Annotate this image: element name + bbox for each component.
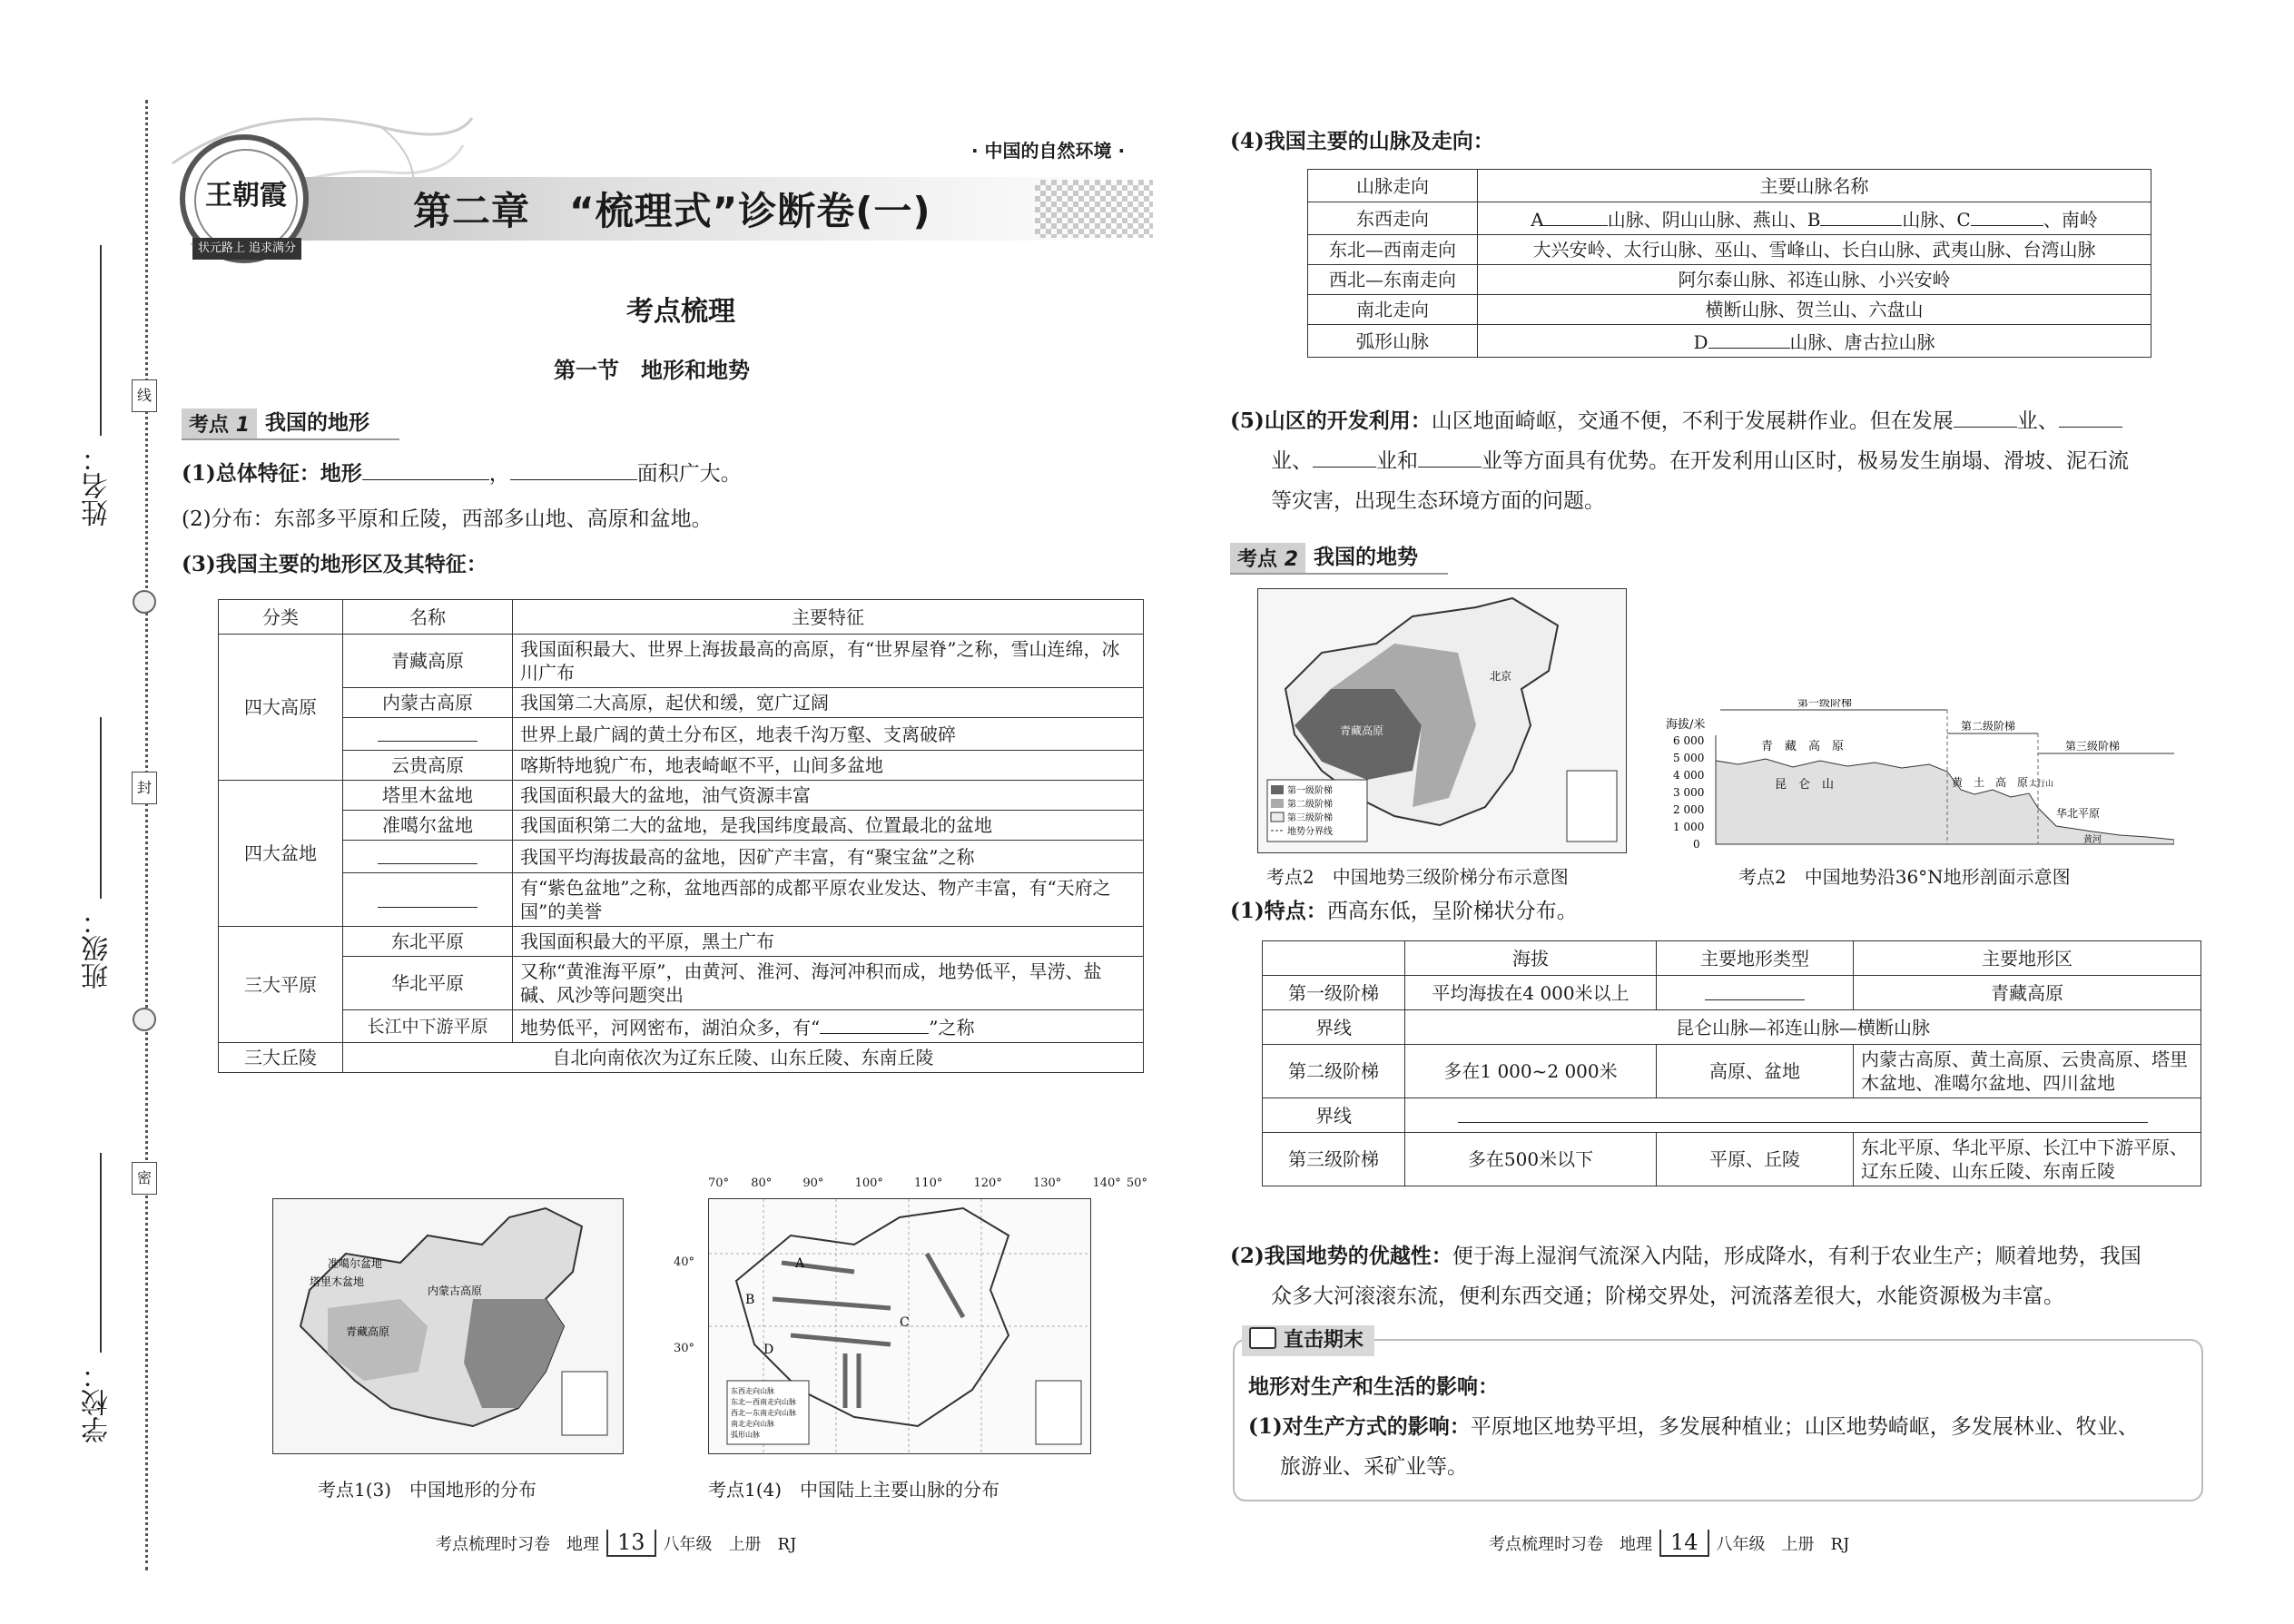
feature-part: ”之称 bbox=[929, 1017, 975, 1038]
logo-ribbon-text: 状元路上 追求满分 bbox=[192, 238, 301, 260]
mt-names: 大兴安岭、太行山脉、巫山、雪峰山、长白山脉、武夷山脉、台湾山脉 bbox=[1478, 235, 2151, 265]
map2-label: B bbox=[745, 1293, 755, 1307]
adv-line-2: 众多大河滚滚东流，便利东西交通；阶梯交界处，河流落差很大，水能资源极为丰富。 bbox=[1271, 1284, 2064, 1308]
class-label: 班级： bbox=[82, 908, 113, 989]
table-row bbox=[1263, 976, 2201, 1010]
p2-line: (2)分布：东部多平原和丘陵，西部多山地、高原和盆地。 bbox=[182, 507, 713, 531]
table-row bbox=[219, 751, 1144, 781]
step-table bbox=[1262, 940, 2201, 1186]
name-cell: 塔里木盆地 bbox=[343, 781, 513, 811]
binding-mark-line: 线 bbox=[132, 379, 157, 412]
profile-step: 第一级阶梯 bbox=[1797, 699, 1853, 709]
feature-part: 地势低平，河网密布，湖泊众多，有“ bbox=[520, 1017, 821, 1038]
kp1-tag-text: 考点 bbox=[189, 414, 230, 437]
map2-caption: 考点1(4) 中国陆上主要山脉的分布 bbox=[708, 1479, 1000, 1501]
step-boundary: 昆仑山脉—祁连山脉—横断山脉 bbox=[1405, 1010, 2201, 1045]
table-row bbox=[1308, 235, 2151, 265]
mt-dir: 东北—西南走向 bbox=[1308, 235, 1478, 265]
exam-tag bbox=[1242, 1325, 1374, 1356]
profile-ytick: 3 000 bbox=[1673, 786, 1705, 799]
exam-title: 地形对生产和生活的影响： bbox=[1248, 1374, 1499, 1399]
binding-dotted-line bbox=[145, 100, 148, 1570]
step-region: 东北平原、华北平原、长江中下游平原、辽东丘陵、山东丘陵、东南丘陵 bbox=[1854, 1133, 2201, 1186]
profile-ytick: 5 000 bbox=[1673, 752, 1705, 764]
cat-hills: 三大丘陵 bbox=[219, 1043, 343, 1073]
class-field[interactable] bbox=[100, 717, 102, 899]
landform-table bbox=[218, 599, 1144, 1073]
map2-lon-labels bbox=[708, 1176, 1147, 1191]
fig1-legend: 第二级阶梯 bbox=[1287, 800, 1333, 810]
feature-cell: 我国面积最大的平原，黑土广布 bbox=[513, 927, 1144, 957]
fig1-legend: 第三级阶梯 bbox=[1287, 813, 1333, 823]
lon-label: 110° bbox=[914, 1176, 943, 1190]
section-title: 考点梳理 bbox=[626, 296, 735, 328]
table-row bbox=[219, 1043, 1144, 1073]
binding-mark-secret: 密 bbox=[132, 1162, 157, 1195]
mt-names bbox=[1478, 202, 2151, 235]
fig2-caption: 考点2 中国地势沿36°N地形剖面示意图 bbox=[1738, 866, 2071, 888]
table-row bbox=[219, 1010, 1144, 1043]
p5-blank-2[interactable] bbox=[2059, 407, 2122, 428]
map1-label: 内蒙古高原 bbox=[428, 1284, 483, 1297]
table-row bbox=[219, 927, 1144, 957]
p5-line-1 bbox=[1230, 407, 2122, 436]
mt-dir: 西北—东南走向 bbox=[1308, 265, 1478, 295]
mt-part: 、南岭 bbox=[2043, 209, 2098, 231]
step-name: 第三级阶梯 bbox=[1263, 1133, 1405, 1186]
profile-ytick: 2 000 bbox=[1673, 803, 1705, 816]
step-region: 青藏高原 bbox=[1854, 976, 2201, 1010]
map2-legend: 弧形山脉 bbox=[731, 1431, 760, 1439]
feat1-text: 西高东低，呈阶梯状分布。 bbox=[1326, 900, 1578, 923]
fig1-label: 北京 bbox=[1490, 670, 1512, 683]
exam-tag-text: 直击期末 bbox=[1284, 1329, 1364, 1352]
exam-text: 平原地区地势平坦，多发展种植业；山区地势崎岖，多发展林业、牧业、 bbox=[1470, 1415, 2139, 1439]
map1-label: 青藏高原 bbox=[346, 1325, 390, 1338]
feature-cell: 我国面积第二大的盆地，是我国纬度最高、位置最北的盆地 bbox=[513, 811, 1144, 841]
mt-part: 山脉、阴山山脉、燕山、B bbox=[1607, 209, 1821, 231]
mountain-map bbox=[708, 1198, 1091, 1454]
feature-cell: 又称“黄淮海平原”，由黄河、淮河、海河冲积而成，地势低平，旱涝、盐碱、风沙等问题突出 bbox=[513, 957, 1144, 1010]
exam-line-1 bbox=[1248, 1412, 2139, 1442]
step-name: 第一级阶梯 bbox=[1263, 976, 1405, 1010]
cat-basin: 四大盆地 bbox=[219, 781, 343, 927]
feature-blank[interactable] bbox=[820, 1013, 929, 1034]
map2-label: A bbox=[795, 1256, 805, 1271]
mountain-map-graphic bbox=[709, 1199, 1090, 1453]
table-row bbox=[219, 781, 1144, 811]
binding-ring-icon bbox=[133, 590, 156, 614]
kp2-tag-text: 考点 bbox=[1237, 548, 1278, 571]
mt-names bbox=[1478, 325, 2151, 358]
p1-comma: ， bbox=[488, 462, 510, 486]
profile-ytick: 0 bbox=[1693, 838, 1700, 851]
profile-step: 第三级阶梯 bbox=[2065, 740, 2121, 753]
lon-label: 90° bbox=[802, 1176, 824, 1190]
hills-cell: 自北向南依次为辽东丘陵、山东丘陵、东南丘陵 bbox=[343, 1043, 1144, 1073]
p5-line-2 bbox=[1271, 447, 2129, 476]
map2-label: C bbox=[900, 1315, 910, 1330]
footer-left-pre: 考点梳理时习卷 地理 bbox=[436, 1535, 599, 1554]
step-boundary-blank-cell[interactable] bbox=[1405, 1098, 2201, 1133]
fig1-legend: 第一级阶梯 bbox=[1287, 786, 1333, 796]
kp2-number: 2 bbox=[1284, 548, 1298, 571]
profile-ytick: 6 000 bbox=[1673, 734, 1705, 747]
cat-plateau: 四大高原 bbox=[219, 635, 343, 781]
mt-names: 阿尔泰山脉、祁连山脉、小兴安岭 bbox=[1478, 265, 2151, 295]
th-name: 名称 bbox=[343, 600, 513, 635]
profile-ylabel: 海拔/米 bbox=[1666, 718, 1706, 732]
subsection-title: 第一节 地形和地势 bbox=[554, 358, 750, 383]
table-row bbox=[1263, 1133, 2201, 1186]
feature-cell: 我国面积最大的盆地，油气资源丰富 bbox=[513, 781, 1144, 811]
map2-legend: 东西走向山脉 bbox=[731, 1387, 774, 1395]
name-blank-cell[interactable] bbox=[343, 873, 513, 927]
mt-dir: 弧形山脉 bbox=[1308, 325, 1478, 358]
step-alt: 多在500米以下 bbox=[1405, 1133, 1657, 1186]
p5-blank-1[interactable] bbox=[1954, 407, 2017, 428]
footer-right-pre: 考点梳理时习卷 地理 bbox=[1489, 1535, 1652, 1554]
step-name: 界线 bbox=[1263, 1098, 1405, 1133]
step-name: 第二级阶梯 bbox=[1263, 1045, 1405, 1098]
lon-label: 50° bbox=[1126, 1176, 1147, 1190]
kp1-number: 1 bbox=[235, 414, 250, 437]
profile-label: 华北平原 bbox=[2056, 807, 2101, 820]
mt-blank-a[interactable] bbox=[1544, 205, 1608, 226]
map1-caption: 考点1(3) 中国地形的分布 bbox=[318, 1479, 537, 1501]
lon-label: 130° bbox=[1032, 1176, 1062, 1190]
step-th bbox=[1263, 941, 1405, 976]
name-blank-cell[interactable] bbox=[343, 841, 513, 873]
step-boundary-blank[interactable] bbox=[1458, 1102, 2148, 1123]
p1-line bbox=[182, 459, 742, 488]
footer-right-post: 八年级 上册 RJ bbox=[1716, 1535, 1850, 1554]
kp1-underline bbox=[182, 438, 399, 440]
mountain-table bbox=[1307, 169, 2151, 358]
profile-label: 太行山 bbox=[2029, 780, 2054, 789]
p5-text: 山区地面崎岖，交通不便，不利于发展耕作业。但在发展 bbox=[1431, 409, 1954, 433]
p5-text: 业、 bbox=[2016, 409, 2059, 433]
table-row bbox=[1263, 1010, 2201, 1045]
mt-blank-d[interactable] bbox=[1708, 328, 1790, 349]
step-name: 界线 bbox=[1263, 1010, 1405, 1045]
name-cell: 华北平原 bbox=[343, 957, 513, 1010]
p5-blank-3[interactable] bbox=[1313, 447, 1376, 468]
p5-text: 业等方面具有优势。在开发利用山区时，极易发生崩塌、滑坡、泥石流 bbox=[1482, 449, 2129, 473]
step-type: 高原、盆地 bbox=[1657, 1045, 1854, 1098]
name-blank[interactable] bbox=[378, 721, 478, 742]
mt-th-names: 主要山脉名称 bbox=[1478, 170, 2151, 202]
feat1-lead: (1)特点： bbox=[1230, 899, 1327, 923]
map2-legend: 西北—东南走向山脉 bbox=[731, 1409, 796, 1417]
profile-ytick: 4 000 bbox=[1673, 769, 1705, 782]
feature-cell: 世界上最广阔的黄土分布区，地表千沟万壑、支离破碎 bbox=[513, 718, 1144, 751]
feature-cell: 我国面积最大、世界上海拔最高的高原，有“世界屋脊”之称，雪山连绵，冰川广布 bbox=[513, 635, 1144, 688]
profile-ytick: 1 000 bbox=[1673, 821, 1705, 833]
p1-blank-1[interactable] bbox=[362, 459, 489, 480]
table-row bbox=[219, 841, 1144, 873]
table-row bbox=[219, 635, 1144, 688]
terrain-map bbox=[272, 1198, 624, 1454]
table-row bbox=[1263, 1045, 2201, 1098]
name-label: 姓名： bbox=[82, 445, 113, 527]
fig1-legend: 地势分界线 bbox=[1287, 827, 1333, 837]
feature-cell: 我国平均海拔最高的盆地，因矿产丰富，有“聚宝盆”之称 bbox=[513, 841, 1144, 873]
adv-line-1 bbox=[1230, 1242, 2141, 1271]
p5-lead: (5)山区的开发利用： bbox=[1230, 408, 1432, 433]
table-row bbox=[1263, 1098, 2201, 1133]
th-category: 分类 bbox=[219, 600, 343, 635]
profile-label: 昆 仑 山 bbox=[1775, 778, 1835, 792]
school-field[interactable] bbox=[100, 1153, 102, 1353]
brand-logo bbox=[180, 134, 309, 263]
feat1-line bbox=[1230, 897, 1578, 926]
name-cell: 内蒙古高原 bbox=[343, 688, 513, 718]
mt-part: D bbox=[1693, 331, 1708, 353]
p1-tail: 面积广大。 bbox=[636, 462, 742, 486]
chapter-subtitle: · 中国的自然环境 · bbox=[971, 140, 1126, 162]
kp2-tag bbox=[1230, 543, 1305, 573]
table-row bbox=[219, 873, 1144, 927]
map1-label: 塔里木盆地 bbox=[310, 1275, 365, 1288]
step-alt: 平均海拔在4 000米以上 bbox=[1405, 976, 1657, 1010]
kp2-title: 我国的地势 bbox=[1314, 546, 1418, 569]
step-type-blank-cell[interactable] bbox=[1657, 976, 1854, 1010]
mt-th-dir: 山脉走向 bbox=[1308, 170, 1478, 202]
table-row bbox=[1308, 265, 2151, 295]
step-type-blank[interactable] bbox=[1705, 979, 1805, 1000]
step-th: 主要地形类型 bbox=[1657, 941, 1854, 976]
kp2-underline bbox=[1230, 573, 1448, 575]
th-feature: 主要特征 bbox=[513, 600, 1144, 635]
fig1-caption: 考点2 中国地势三级阶梯分布示意图 bbox=[1266, 866, 1569, 888]
lat-label: 40° bbox=[674, 1255, 695, 1269]
exam-lead: (1)对生产方式的影响： bbox=[1248, 1414, 1471, 1439]
p5-text: 业、 bbox=[1271, 449, 1313, 473]
book-icon bbox=[1249, 1327, 1276, 1349]
feature-cell bbox=[513, 1010, 1144, 1043]
name-blank[interactable] bbox=[378, 887, 478, 908]
mt-blank-c[interactable] bbox=[1971, 205, 2043, 226]
footer-left-post: 八年级 上册 RJ bbox=[663, 1535, 797, 1554]
mt-dir: 东西走向 bbox=[1308, 202, 1478, 235]
name-cell: 云贵高原 bbox=[343, 751, 513, 781]
name-blank[interactable] bbox=[378, 843, 478, 864]
mt-part: 山脉、唐古拉山脉 bbox=[1789, 331, 1935, 353]
feature-cell: 喀斯特地貌广布，地表崎岖不平，山间多盆地 bbox=[513, 751, 1144, 781]
name-cell: 准噶尔盆地 bbox=[343, 811, 513, 841]
feature-cell: 我国第二大高原，起伏和缓，宽广辽阔 bbox=[513, 688, 1144, 718]
logo-brand-text: 王朝霞 bbox=[194, 149, 298, 252]
table-row bbox=[219, 811, 1144, 841]
map1-label: 准噶尔盆地 bbox=[328, 1257, 383, 1270]
staircase-map bbox=[1257, 588, 1627, 853]
map2-legend: 南北走向山脉 bbox=[731, 1420, 774, 1428]
profile-chart-graphic bbox=[1666, 699, 2174, 853]
p5-line-3: 等灾害，出现生态环境方面的问题。 bbox=[1271, 489, 1605, 513]
binding-ring-icon bbox=[133, 1008, 156, 1031]
mt-dir: 南北走向 bbox=[1308, 295, 1478, 325]
table-row bbox=[1308, 202, 2151, 235]
profile-label: 黄 土 高 原 bbox=[1952, 776, 2029, 789]
step-alt: 多在1 000~2 000米 bbox=[1405, 1045, 1657, 1098]
binding-mark-seal: 封 bbox=[132, 772, 157, 804]
footer-left bbox=[436, 1530, 796, 1557]
feature-cell: 有“紫色盆地”之称，盆地西部的成都平原农业发达、物产丰富，有“天府之国”的美誉 bbox=[513, 873, 1144, 927]
name-cell: 青藏高原 bbox=[343, 635, 513, 688]
lon-label: 100° bbox=[854, 1176, 883, 1190]
mt-part: 山脉、C bbox=[1902, 209, 1971, 231]
lon-label: 70° bbox=[708, 1176, 730, 1190]
page-number-14: 14 bbox=[1659, 1530, 1709, 1557]
adv-text: 便于海上湿润气流深入内陆，形成降水，有利于农业生产；顺着地势，我国 bbox=[1452, 1245, 2141, 1268]
map2-label: D bbox=[763, 1343, 774, 1357]
p5-blank-4[interactable] bbox=[1418, 447, 1482, 468]
lat-label: 30° bbox=[674, 1342, 695, 1355]
mt-part: A bbox=[1531, 209, 1544, 231]
p5-text: 业和 bbox=[1376, 449, 1418, 473]
fig1-label: 青藏高原 bbox=[1340, 724, 1384, 737]
exam-line-2: 旅游业、采矿业等。 bbox=[1280, 1455, 1468, 1479]
footer-right bbox=[1489, 1530, 1849, 1557]
kp1-tag bbox=[182, 408, 257, 438]
profile-chart bbox=[1666, 699, 2174, 853]
mt-names: 横断山脉、贺兰山、六盘山 bbox=[1478, 295, 2151, 325]
name-cell: 长江中下游平原 bbox=[343, 1010, 513, 1043]
kp1-title: 我国的地形 bbox=[265, 411, 369, 435]
step-th: 主要地形区 bbox=[1854, 941, 2201, 976]
cat-plain: 三大平原 bbox=[219, 927, 343, 1043]
adv-lead: (2)我国地势的优越性： bbox=[1230, 1244, 1452, 1268]
map2-legend: 东北—西南走向山脉 bbox=[731, 1398, 796, 1406]
step-region: 内蒙古高原、黄土高原、云贵高原、塔里木盆地、准噶尔盆地、四川盆地 bbox=[1854, 1045, 2201, 1098]
chapter-title: 第二章 “梳理式”诊断卷(一) bbox=[413, 189, 931, 233]
profile-label: 黄河 bbox=[2083, 835, 2102, 845]
school-label: 学校： bbox=[82, 1362, 113, 1443]
table-row bbox=[219, 718, 1144, 751]
table-row bbox=[1308, 325, 2151, 358]
p1-blank-2[interactable] bbox=[510, 459, 637, 480]
lon-label: 140° bbox=[1092, 1176, 1121, 1190]
lon-label: 120° bbox=[973, 1176, 1002, 1190]
page-number-13: 13 bbox=[606, 1530, 656, 1557]
mt-blank-b[interactable] bbox=[1820, 205, 1902, 226]
p1-lead: (1)总体特征：地形 bbox=[182, 461, 362, 486]
name-field[interactable] bbox=[100, 245, 102, 436]
table-row bbox=[1308, 295, 2151, 325]
name-blank-cell[interactable] bbox=[343, 718, 513, 751]
profile-step: 第二级阶梯 bbox=[1961, 720, 2016, 733]
china-terrain-map-graphic bbox=[273, 1199, 623, 1453]
step-th: 海拔 bbox=[1405, 941, 1657, 976]
step-type: 平原、丘陵 bbox=[1657, 1133, 1854, 1186]
p4-line: (4)我国主要的山脉及走向： bbox=[1230, 129, 1494, 153]
lon-label: 80° bbox=[751, 1176, 773, 1190]
profile-label: 青 藏 高 原 bbox=[1761, 740, 1845, 753]
table-row bbox=[219, 957, 1144, 1010]
name-cell: 东北平原 bbox=[343, 927, 513, 957]
p3-line: (3)我国主要的地形区及其特征： bbox=[182, 552, 487, 576]
table-row bbox=[219, 688, 1144, 718]
staircase-map-graphic bbox=[1258, 589, 1626, 852]
checker-pattern bbox=[1035, 180, 1153, 238]
